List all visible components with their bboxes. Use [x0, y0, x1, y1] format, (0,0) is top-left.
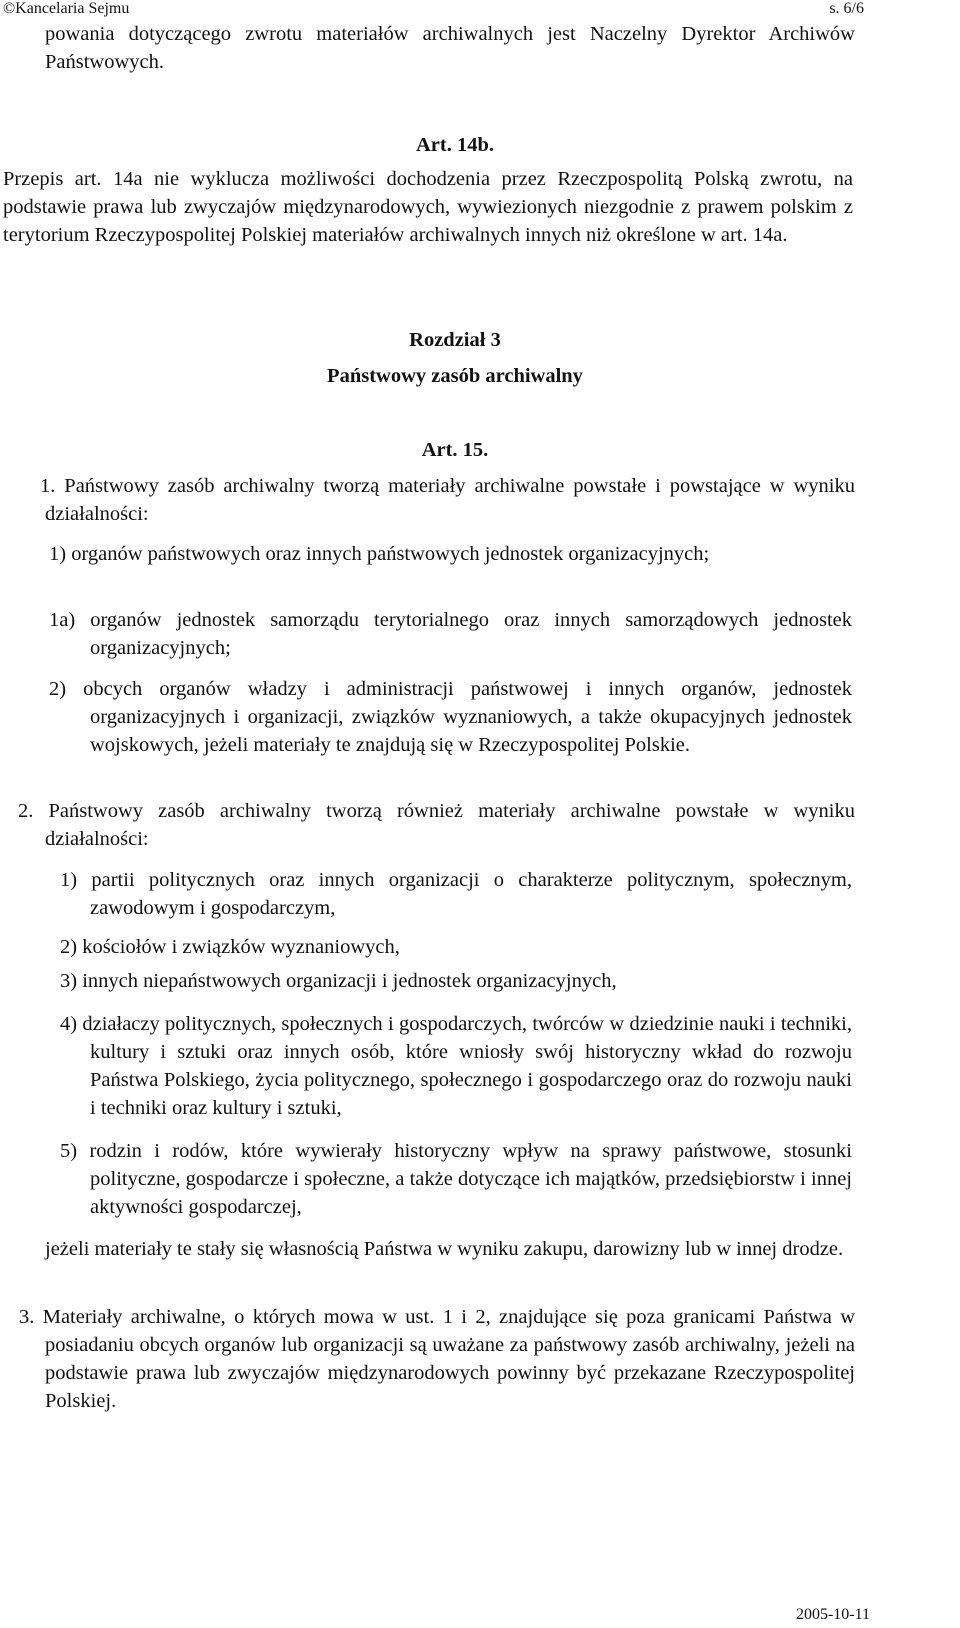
art15-ust2-item-2: 2) kościołów i związków wyznaniowych,: [60, 936, 400, 958]
art15-ust1-item-1: 1) organów państwowych oraz innych państwowych jednostek organizacyjnych;: [49, 543, 710, 565]
art15-ust2-item-3: 3) innych niepaństwowych organizacji i jednostek organizacyjnych,: [60, 970, 617, 992]
art15-ust1-item-2: 2) obcych organów władzy i administracji państwowej i innych organów, jednostek organizacyjnych i organizacji, związków wyznaniowych, a także okupacyjnych jednostek wojskowych, jeżeli materiały te znajdują się w Rzeczypospolitej Polskie.: [49, 678, 852, 756]
art15-ust1-lead: 1. Państwowy zasób archiwalny tworzą materiały archiwalne powstałe i powstające w wyniku działalności:: [40, 475, 855, 525]
art15-ust2-item-1: 1) partii politycznych oraz innych organizacji o charakterze politycznym, społecznym, zawodowym i gospodarczym,: [60, 869, 852, 919]
art15-ust2-lead: 2. Państwowy zasób archiwalny tworzą również materiały archiwalne powstałe w wyniku działalności:: [18, 800, 855, 850]
intro-fragment: powania dotyczącego zwrotu materiałów archiwalnych jest Naczelny Dyrektor Archiwów Państwowych.: [45, 23, 855, 73]
art15-ust2-item-5: 5) rodzin i rodów, które wywierały historyczny wpływ na sprawy państwowe, stosunki polityczne, gospodarcze i społeczne, a także dotyczące ich majątków, przedsiębiorstw i innej aktywności gospodarczej,: [60, 1140, 852, 1218]
art15-heading: Art. 15.: [421, 439, 489, 461]
footer-date: 2005-10-11: [795, 1606, 870, 1623]
chapter-title: Państwowy zasób archiwalny: [327, 365, 583, 387]
art15-ust3: 3. Materiały archiwalne, o których mowa w ust. 1 i 2, znajdujące się poza granicami Państwa w posiadaniu obcych organów lub organizacji są uważane za państwowy zasób archiwalny, jeżeli na podstawie prawa lub zwyczajów międzynarodowych powinny być przekazane Rzeczypospolitej Polskiej.: [19, 1306, 855, 1412]
header-source: ©Kancelaria Sejmu: [3, 0, 130, 17]
chapter-number: Rozdział 3: [409, 329, 501, 351]
art14b-text: Przepis art. 14a nie wyklucza możliwości dochodzenia przez Rzeczpospolitą Polską zwrotu, na podstawie prawa lub zwyczajów międzynarodowych, wywiezionych niezgodnie z prawem polskim z terytorium Rzeczypospolitej Polskiej materiałów archiwalnych innych niż określone w art. 14a.: [3, 168, 853, 246]
art14b-heading: Art. 14b.: [415, 134, 494, 156]
art15-ust2-closing: jeżeli materiały te stały się własnością Państwa w wyniku zakupu, darowizny lub w innej drodze.: [45, 1238, 844, 1260]
page-number: s. 6/6: [829, 0, 864, 17]
art15-ust1-item-1a: 1a) organów jednostek samorządu terytorialnego oraz innych samorządowych jednostek organizacyjnych;: [49, 609, 852, 659]
art15-ust2-item-4: 4) działaczy politycznych, społecznych i gospodarczych, twórców w dziedzinie nauki i techniki, kultury i sztuki oraz innych osób, które wniosły swój historyczny wkład do rozwoju Państwa Polskiego, życia politycznego, społecznego i gospodarczego oraz do rozwoju nauki i techniki oraz kultury i sztuki,: [60, 1013, 852, 1119]
